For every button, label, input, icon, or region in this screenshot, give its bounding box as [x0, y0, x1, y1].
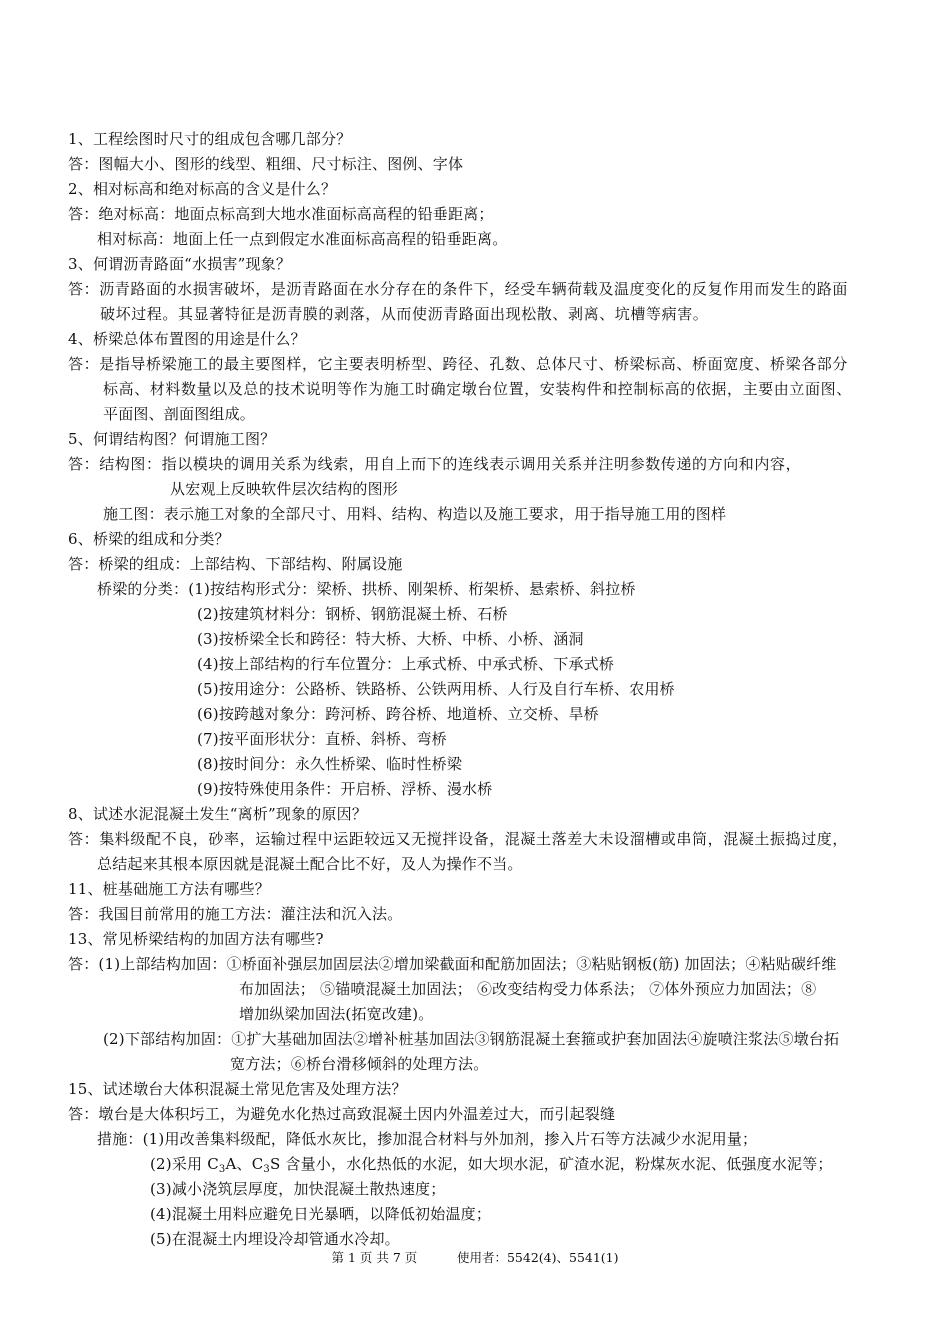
question-1: 1、工程绘图时尺寸的组成包含哪几部分？ — [68, 130, 352, 148]
answer-5: 答：结构图：指以模块的调用关系为线索，用自上而下的连线表示调用关系并注明参数传递的方向和内容， — [68, 455, 802, 473]
answer-6-class-2: (2)按建筑材料分：钢桥、钢筋混凝土桥、石桥 — [197, 605, 508, 623]
answer-6-class-3: (3)按桥梁全长和跨径：特大桥、大桥、中桥、小桥、涵洞 — [197, 630, 584, 648]
answer-1: 答：图幅大小、图形的线型、粗细、尺寸标注、图例、字体 — [68, 155, 464, 173]
answer-3: 答：沥青路面的水损害破坏，是沥青路面在水分存在的条件下，经受车辆荷载及温度变化的反复作用而发生的路面 — [68, 280, 849, 298]
answer-8: 答：集料级配不良，砂率，运输过程中运距较远又无搅拌设备，混凝土落差大未设溜槽或串筒，混凝土振捣过度， — [68, 830, 849, 848]
question-4: 4、桥梁总体布置图的用途是什么？ — [68, 330, 306, 348]
question-5: 5、何谓结构图？何谓施工图？ — [68, 430, 276, 448]
question-13: 13、常见桥梁结构的加固方法有哪些? — [68, 930, 324, 948]
answer-4-cont-2: 平面图、剖面图组成。 — [103, 405, 256, 423]
answer-6-class-8: (8)按时间分：永久性桥梁、临时性桥梁 — [197, 755, 463, 773]
answer-6-class-4: (4)按上部结构的行车位置分：上承式桥、中承式桥、下承式桥 — [197, 655, 615, 673]
answer-6-class-1: 桥梁的分类：(1)按结构形式分：梁桥、拱桥、刚架桥、桁架桥、悬索桥、斜拉桥 — [97, 580, 636, 598]
answer-15-measure-4: (4)混凝土用料应避免日光暴晒，以降低初始温度； — [150, 1205, 492, 1223]
question-2: 2、相对标高和绝对标高的含义是什么？ — [68, 180, 337, 198]
answer-13-lower: (2)下部结构加固：①扩大基础加固法②增补桩基加固法③钢筋混凝土套箍或护套加固法④旋喷注浆法⑤墩台拓 — [103, 1030, 840, 1048]
answer-5-construction: 施工图：表示施工对象的全部尺寸、用料、结构、构造以及施工要求，用于指导施工用的图样 — [103, 505, 727, 523]
answer-6-class-7: (7)按平面形状分：直桥、斜桥、弯桥 — [197, 730, 447, 748]
answer-4-cont-1: 标高、材料数量以及总的技术说明等作为施工时确定墩台位置，安装构件和控制标高的依据，主要由立面图、 — [103, 380, 852, 398]
answer-15-measure-2: (2)采用 $C_3A$、$C_3S$ 含量小，水化热低的水泥，如大坝水泥，矿渣水泥，粉煤灰水泥、低强度水泥等； — [150, 1155, 833, 1175]
answer-15-measure-1: 措施：(1)用改善集料级配，降低水灰比，掺加混合材料与外加剂，掺入片石等方法减少水泥用量； — [97, 1130, 758, 1148]
answer-6-class-6: (6)按跨越对象分：跨河桥、跨谷桥、地道桥、立交桥、旱桥 — [197, 705, 599, 723]
question-3: 3、何谓沥青路面“水损害”现象？ — [68, 255, 292, 273]
answer-2-cont: 相对标高：地面上任一点到假定水准面标高高程的铅垂距离。 — [97, 230, 508, 248]
question-6: 6、桥梁的组成和分类？ — [68, 530, 230, 548]
answer-3-cont: 破坏过程。其显著特征是沥青膜的剥落，从而使沥青路面出现松散、剥离、坑槽等病害。 — [100, 305, 709, 323]
answer-2: 答：绝对标高：地面点标高到大地水准面标高高程的铅垂距离； — [68, 205, 494, 223]
answer-13-cont-1: 布加固法； ⑤锚喷混凝土加固法； ⑥改变结构受力体系法； ⑦体外预应力加固法；⑧ — [239, 980, 817, 998]
question-11: 11、桩基础施工方法有哪些？ — [68, 880, 270, 898]
answer-6-class-5: (5)按用途分：公路桥、铁路桥、公铁两用桥、人行及自行车桥、农用桥 — [197, 680, 675, 698]
answer-8-cont: 总结起来其根本原因就是混凝土配合比不好，及人为操作不当。 — [97, 855, 523, 873]
answer-4: 答：是指导桥梁施工的最主要图样，它主要表明桥型、跨径、孔数、总体尺寸、桥梁标高、桥面宽度、桥梁各部分 — [68, 355, 849, 373]
question-15: 15、试述墩台大体积混凝土常见危害及处理方法？ — [68, 1080, 407, 1098]
answer-13: 答：(1)上部结构加固：①桥面补强层加固层法②增加梁截面和配筋加固法；③粘贴钢板(筋) 加固法；④粘贴碳纤维 — [68, 955, 837, 973]
answer-15-measure-3: (3)减小浇筑层厚度，加快混凝土散热速度； — [150, 1180, 446, 1198]
answer-6-class-9: (9)按特殊使用条件：开启桥、浮桥、漫水桥 — [197, 780, 493, 798]
answer-15: 答：墩台是大体积圬工，为避免水化热过高致混凝土因内外温差过大，而引起裂缝 — [68, 1105, 616, 1123]
answer-5-cont: 从宏观上反映软件层次结构的图形 — [170, 480, 399, 498]
answer-11: 答：我国目前常用的施工方法：灌注法和沉入法。 — [68, 905, 403, 923]
page-footer: 第 1 页 共 7 页 使用者：5542(4)、5541(1) — [331, 1250, 619, 1265]
answer-13-lower-cont: 宽方法；⑥桥台滑移倾斜的处理方法。 — [230, 1055, 489, 1073]
answer-15-measure-5: (5)在混凝土内埋设冷却管通水冷却。 — [150, 1230, 400, 1248]
answer-6: 答：桥梁的组成：上部结构、下部结构、附属设施 — [68, 555, 403, 573]
question-8: 8、试述水泥混凝土发生“离析”现象的原因？ — [68, 805, 368, 823]
answer-13-cont-2: 增加纵梁加固法(拓宽改建)。 — [239, 1005, 434, 1023]
